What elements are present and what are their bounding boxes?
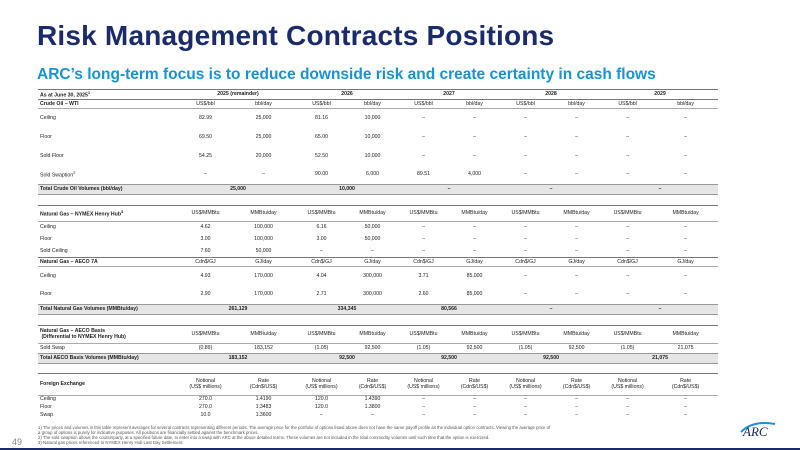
row-label: Sold Swaption$^2$ — [40, 170, 76, 179]
cell-value: – — [371, 412, 374, 419]
cell-value: 4.04 — [316, 272, 327, 279]
cell-value: – — [422, 236, 425, 243]
footnotes — [38, 425, 738, 445]
unit-label: US$/MMBtu — [180, 205, 231, 221]
row-label: Floor — [40, 404, 52, 411]
unit-label: MMBtu/day — [653, 205, 718, 221]
cell-value: 92,500 — [568, 345, 585, 352]
cell-value: – — [575, 396, 578, 403]
cell-value: (1.05) — [416, 345, 431, 352]
cell-value: (1.05) — [314, 345, 329, 352]
table-body — [38, 90, 718, 420]
unit-label: US$/MMBtu — [398, 325, 449, 343]
total-value: 80,566 — [398, 304, 500, 314]
cell-value: – — [473, 412, 476, 419]
unit-label: MMBtu/day — [347, 205, 398, 221]
cell-value: – — [575, 272, 578, 279]
row-label: Natural Gas – AECO Basis (Differential to NYMEX Henry Hub) — [38, 325, 180, 343]
cell-value: – — [684, 404, 687, 411]
unit-label: Cdn$/GJ — [500, 257, 551, 266]
table-row — [38, 411, 718, 419]
cell-value: 4,000 — [468, 171, 482, 178]
units-row — [38, 325, 718, 343]
cell-value: – — [422, 152, 425, 159]
table-row — [38, 165, 718, 184]
cell-value: – — [473, 247, 476, 254]
cell-value: 85,000 — [466, 272, 483, 279]
row-label: Ceiling — [40, 114, 56, 121]
cell-value: 20,000 — [255, 152, 272, 159]
cell-value: – — [575, 236, 578, 243]
total-value: 25,000 — [180, 184, 296, 194]
unit-label: Notional (US$ millions) — [296, 373, 347, 395]
cell-value: – — [575, 224, 578, 231]
table-row — [38, 127, 718, 146]
unit-label: US$/bbl — [500, 99, 551, 108]
cell-value: 85,000 — [466, 291, 483, 298]
unit-label: US$/MMBtu — [602, 205, 653, 221]
total-value: 183,152 — [180, 353, 296, 363]
table-row — [38, 403, 718, 411]
cell-value: – — [422, 404, 425, 411]
cell-value: – — [473, 224, 476, 231]
unit-label: US$/bbl — [602, 99, 653, 108]
year-header: 2029 — [602, 90, 718, 100]
cell-value: 4.93 — [200, 272, 211, 279]
unit-label: US$/MMBtu — [602, 325, 653, 343]
cell-value: 120.0 — [315, 396, 328, 403]
unit-label: Rate (Cdn$/US$) — [231, 373, 296, 395]
year-header: 2027 — [398, 90, 500, 100]
cell-value: 54.25 — [199, 152, 212, 159]
unit-label: bbl/day — [231, 99, 296, 108]
cell-value: – — [524, 236, 527, 243]
spacer-row — [38, 363, 718, 373]
cell-value: – — [524, 396, 527, 403]
logo-text: ARC — [743, 424, 768, 439]
cell-value: – — [575, 133, 578, 140]
unit-label: Cdn$/GJ — [180, 257, 231, 266]
row-label: Ceiling — [40, 224, 56, 231]
row-label: Ceiling — [40, 272, 56, 279]
cell-value: 120.0 — [315, 404, 328, 411]
cell-value: – — [473, 114, 476, 121]
total-value: 92,500 — [398, 353, 500, 363]
total-row — [38, 353, 718, 363]
cell-value: 1.3800 — [364, 404, 381, 411]
cell-value: – — [626, 152, 629, 159]
total-value: – — [500, 304, 602, 314]
cell-value: – — [422, 114, 425, 121]
table-row — [38, 245, 718, 257]
unit-label: US$/MMBtu — [500, 325, 551, 343]
unit-label: Rate (Cdn$/US$) — [449, 373, 500, 395]
footnote-line: 3) Natural gas prices referenced to NYMEX Henry Hub Last Day Settlement. — [38, 440, 184, 445]
cell-value: – — [473, 133, 476, 140]
cell-value: 21,075 — [677, 345, 694, 352]
cell-value: 10.0 — [200, 412, 211, 419]
cell-value: 6.16 — [316, 224, 327, 231]
cell-value: 82.99 — [199, 114, 212, 121]
cell-value: – — [524, 171, 527, 178]
cell-value: – — [575, 114, 578, 121]
cell-value: 270.0 — [199, 396, 212, 403]
unit-label: bbl/day — [653, 99, 718, 108]
cell-value: – — [473, 404, 476, 411]
cell-value: – — [320, 247, 323, 254]
total-value: 334,345 — [296, 304, 398, 314]
cell-value: – — [575, 291, 578, 298]
unit-label: US$/MMBtu — [500, 205, 551, 221]
table-row — [38, 395, 718, 403]
row-label: Floor — [40, 236, 52, 243]
cell-value: 3.00 — [316, 236, 327, 243]
cell-value: 92,500 — [466, 345, 483, 352]
cell-value: – — [684, 412, 687, 419]
spacer-row — [38, 194, 718, 205]
row-label: Total AECO Basis Volumes (MMBtu/day) — [38, 353, 180, 363]
table-row — [38, 285, 718, 304]
unit-label: Cdn$/GJ — [602, 257, 653, 266]
unit-label: MMBtu/day — [231, 205, 296, 221]
total-row — [38, 304, 718, 314]
header-row — [38, 90, 718, 100]
cell-value: 89.51 — [417, 171, 430, 178]
unit-label: MMBtu/day — [653, 325, 718, 343]
cell-value: – — [524, 152, 527, 159]
cell-value: – — [626, 171, 629, 178]
row-label: Floor — [40, 133, 52, 140]
cell-value: – — [320, 412, 323, 419]
units-row — [38, 257, 718, 266]
row-label: Total Natural Gas Volumes (MMBtu/day) — [38, 304, 180, 314]
table-row — [38, 343, 718, 353]
unit-label: MMBtu/day — [449, 205, 500, 221]
table-row — [38, 108, 718, 127]
cell-value: – — [626, 133, 629, 140]
cell-value: – — [524, 133, 527, 140]
unit-label: GJ/day — [653, 257, 718, 266]
page-number: 49 — [12, 437, 23, 447]
total-value: 21,075 — [602, 353, 718, 363]
cell-value: 92,500 — [364, 345, 381, 352]
unit-label: MMBtu/day — [449, 325, 500, 343]
cell-value: – — [626, 236, 629, 243]
row-label: Total Crude Oil Volumes (bbl/day) — [38, 184, 180, 194]
cell-value: – — [684, 236, 687, 243]
cell-value: – — [684, 272, 687, 279]
cell-value: – — [524, 272, 527, 279]
cell-value: 1.3483 — [255, 404, 272, 411]
cell-value: 25,000 — [255, 114, 272, 121]
year-header: 2025 (remainder) — [180, 90, 296, 100]
unit-label: US$/MMBtu — [296, 205, 347, 221]
total-value: 10,000 — [296, 184, 398, 194]
unit-label: GJ/day — [231, 257, 296, 266]
cell-value: 6,000 — [366, 171, 379, 178]
units-row — [38, 373, 718, 395]
cell-value: – — [626, 272, 629, 279]
unit-label: US$/bbl — [296, 99, 347, 108]
total-value: – — [602, 304, 718, 314]
cell-value: – — [575, 171, 578, 178]
unit-label: GJ/day — [347, 257, 398, 266]
cell-value: – — [473, 236, 476, 243]
cell-value: 10,000 — [364, 152, 381, 159]
cell-value: – — [524, 224, 527, 231]
total-value: 92,500 — [500, 353, 602, 363]
cell-value: – — [422, 396, 425, 403]
unit-label: Notional (US$ millions) — [398, 373, 449, 395]
unit-label: bbl/day — [347, 99, 398, 108]
cell-value: 90.00 — [315, 171, 328, 178]
cell-value: 3.00 — [200, 236, 211, 243]
cell-value: (0.89) — [198, 345, 213, 352]
cell-value: 50,000 — [364, 236, 381, 243]
cell-value: 183,152 — [254, 345, 273, 352]
cell-value: – — [684, 291, 687, 298]
cell-value: – — [473, 396, 476, 403]
cell-value: – — [422, 133, 425, 140]
cell-value: – — [626, 291, 629, 298]
cell-value: – — [626, 224, 629, 231]
year-header: 2028 — [500, 90, 602, 100]
cell-value: 69.50 — [199, 133, 212, 140]
cell-value: 1.3600 — [255, 412, 272, 419]
contracts-table-wrap — [38, 89, 718, 419]
row-label: Sold Floor — [40, 152, 64, 159]
contracts-table — [38, 89, 718, 419]
cell-value: – — [575, 247, 578, 254]
cell-value: 100,000 — [254, 224, 273, 231]
unit-label: MMBtu/day — [551, 325, 602, 343]
cell-value: (1.05) — [518, 345, 533, 352]
table-row — [38, 266, 718, 285]
unit-label: Notional (US$ millions) — [602, 373, 653, 395]
unit-label: GJ/day — [449, 257, 500, 266]
cell-value: 10,000 — [364, 133, 381, 140]
cell-value: – — [204, 171, 207, 178]
cell-value: – — [524, 247, 527, 254]
spacer-row — [38, 314, 718, 325]
cell-value: 1.4390 — [364, 396, 381, 403]
cell-value: – — [575, 404, 578, 411]
row-label: Ceiling — [40, 396, 56, 403]
unit-label: GJ/day — [551, 257, 602, 266]
cell-value: – — [684, 152, 687, 159]
unit-label: Notional (US$ millions) — [500, 373, 551, 395]
footnote-line: 2) The sold swaption allows the counterparty, at a specified future date, to enter into a swap with ARC at the above detailed terms. These volumes are not included in the total commodity volumes until such time that the option is exercised. — [38, 435, 490, 440]
unit-label: US$/MMBtu — [180, 325, 231, 343]
unit-label: Rate (Cdn$/US$) — [653, 373, 718, 395]
unit-label: Rate (Cdn$/US$) — [551, 373, 602, 395]
unit-label: Rate (Cdn$/US$) — [347, 373, 398, 395]
cell-value: 10,000 — [364, 114, 381, 121]
cell-value: 2.60 — [418, 291, 429, 298]
cell-value: 52.50 — [315, 152, 328, 159]
cell-value: 170,000 — [254, 291, 273, 298]
unit-label: Cdn$/GJ — [296, 257, 347, 266]
cell-value: – — [575, 412, 578, 419]
cell-value: 170,000 — [254, 272, 273, 279]
unit-label: MMBtu/day — [231, 325, 296, 343]
units-row — [38, 99, 718, 108]
total-value: – — [500, 184, 602, 194]
cell-value: 65.00 — [315, 133, 328, 140]
footnote-line: a group of options is purely for indicative purposes. All positions are financially settled against the benchmark prices. — [38, 430, 259, 435]
total-value: – — [602, 184, 718, 194]
row-label: Natural Gas – AECO 7A — [38, 257, 180, 266]
total-value: – — [398, 184, 500, 194]
cell-value: – — [575, 152, 578, 159]
cell-value: 1.4190 — [255, 396, 272, 403]
unit-label: US$/MMBtu — [296, 325, 347, 343]
unit-label: US$/bbl — [398, 99, 449, 108]
row-label: Sold Swap — [40, 345, 65, 352]
cell-value: 81.16 — [315, 114, 328, 121]
table-row — [38, 233, 718, 245]
cell-value: 4.62 — [200, 224, 211, 231]
page-subtitle: ARC’s long-term focus is to reduce downside risk and create certainty in cash flows — [37, 66, 656, 83]
cell-value: – — [626, 404, 629, 411]
cell-value: 100,000 — [254, 236, 273, 243]
cell-value: – — [626, 114, 629, 121]
unit-label: Notional (US$ millions) — [180, 373, 231, 395]
total-value: 261,129 — [180, 304, 296, 314]
cell-value: – — [626, 247, 629, 254]
cell-value: 50,000 — [364, 224, 381, 231]
cell-value: 25,000 — [255, 133, 272, 140]
cell-value: 50,000 — [255, 247, 272, 254]
unit-label: MMBtu/day — [551, 205, 602, 221]
cell-value: – — [684, 247, 687, 254]
cell-value: – — [473, 152, 476, 159]
row-label: Sold Ceiling — [40, 247, 68, 254]
cell-value: – — [422, 224, 425, 231]
cell-value: – — [371, 247, 374, 254]
unit-label: bbl/day — [551, 99, 602, 108]
unit-label: US$/MMBtu — [398, 205, 449, 221]
cell-value: – — [684, 224, 687, 231]
arc-logo — [735, 418, 783, 440]
units-row — [38, 205, 718, 221]
cell-value: – — [684, 133, 687, 140]
row-label: As at June 30, 2025$^1$ — [38, 90, 180, 100]
row-label: Natural Gas – NYMEX Henry Hub$^3$ — [38, 205, 180, 221]
total-row — [38, 184, 718, 194]
cell-value: – — [524, 404, 527, 411]
cell-value: – — [626, 412, 629, 419]
row-label: Crude Oil – WTI — [38, 99, 180, 108]
footnote-line: 1) The prices and volumes in this table represent averages for several contracts representing different periods. The average price for the portfolio of options listed above does not have the same payoff profile as the individual option contracts. Viewing the average price of — [38, 425, 551, 430]
cell-value: – — [422, 247, 425, 254]
row-label: Foreign Exchange — [38, 373, 180, 395]
row-label: Floor — [40, 291, 52, 298]
cell-value: – — [684, 114, 687, 121]
cell-value: 3.71 — [418, 272, 429, 279]
unit-label: US$/bbl — [180, 99, 231, 108]
cell-value: 300,000 — [363, 291, 382, 298]
unit-label: bbl/day — [449, 99, 500, 108]
table-row — [38, 146, 718, 165]
cell-value: – — [524, 291, 527, 298]
table-row — [38, 221, 718, 233]
unit-label: MMBtu/day — [347, 325, 398, 343]
cell-value: 300,000 — [363, 272, 382, 279]
cell-value: 7.60 — [200, 247, 211, 254]
cell-value: 2.90 — [200, 291, 211, 298]
cell-value: – — [262, 171, 265, 178]
cell-value: (1.05) — [620, 345, 635, 352]
cell-value: – — [524, 114, 527, 121]
cell-value: – — [626, 396, 629, 403]
year-header: 2026 — [296, 90, 398, 100]
page-title: Risk Management Contracts Positions — [37, 20, 555, 51]
cell-value: 270.0 — [199, 404, 212, 411]
cell-value: – — [524, 412, 527, 419]
cell-value: – — [684, 171, 687, 178]
unit-label: Cdn$/GJ — [398, 257, 449, 266]
cell-value: 2.71 — [316, 291, 327, 298]
row-label: Swap — [40, 412, 53, 419]
cell-value: – — [684, 396, 687, 403]
cell-value: – — [422, 412, 425, 419]
total-value: 92,500 — [296, 353, 398, 363]
